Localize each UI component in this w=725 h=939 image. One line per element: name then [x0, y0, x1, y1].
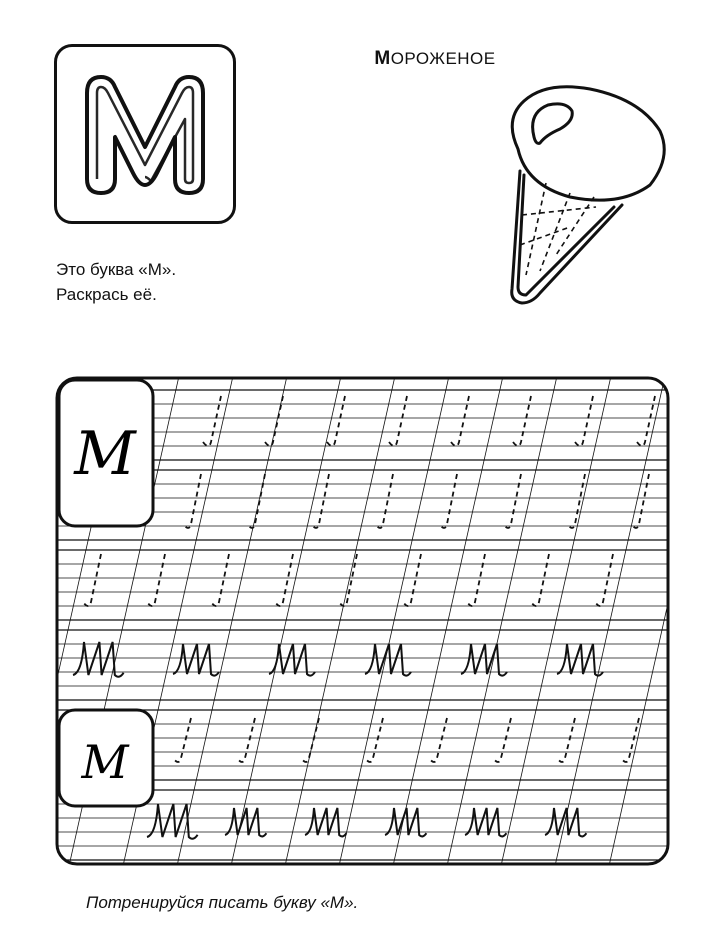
cursive-sample-row4 — [269, 644, 315, 676]
trace-stroke-row2 — [439, 474, 457, 528]
trace-stroke-row3 — [211, 554, 229, 606]
slant-guide — [555, 376, 665, 866]
trace-stroke-row5 — [429, 718, 447, 762]
trace-stroke-row1 — [451, 396, 469, 446]
slant-guide — [231, 376, 341, 866]
trace-stroke-row3 — [147, 554, 165, 606]
instruction-line-2: Раскрась её. — [56, 285, 157, 304]
trace-stroke-row1 — [389, 396, 407, 446]
outlined-letter-m — [57, 47, 233, 221]
trace-stroke-row2 — [567, 474, 585, 528]
trace-stroke-row5 — [493, 718, 511, 762]
trace-stroke-row3 — [467, 554, 485, 606]
ice-cream-cone-icon — [500, 75, 680, 315]
trace-stroke-row5 — [621, 718, 639, 762]
trace-stroke-row1 — [265, 396, 283, 446]
cursive-sample-row4 — [73, 642, 124, 677]
slant-guide — [447, 376, 557, 866]
word-rest: ОРОЖЕНОЕ — [390, 49, 496, 68]
trace-stroke-row2 — [247, 474, 265, 528]
word-first-letter: М — [374, 48, 391, 69]
tracing-strokes — [73, 396, 655, 839]
trace-stroke-row2 — [375, 474, 393, 528]
practice-sheet — [55, 376, 670, 866]
slant-guide — [285, 376, 395, 866]
cursive-sample-row4 — [365, 644, 411, 676]
cursive-sample-row4 — [461, 644, 507, 676]
trace-stroke-row3 — [403, 554, 421, 606]
trace-stroke-row5 — [557, 718, 575, 762]
model-letter-upper: M — [74, 419, 136, 489]
slant-guide — [177, 376, 287, 866]
trace-stroke-row2 — [503, 474, 521, 528]
trace-stroke-row1 — [513, 396, 531, 446]
trace-stroke-row3 — [275, 554, 293, 606]
trace-stroke-row5 — [365, 718, 383, 762]
letter-card — [54, 44, 236, 224]
trace-stroke-row1 — [575, 396, 593, 446]
slant-guide — [609, 376, 670, 866]
instruction-line-1: Это буква «М». — [56, 260, 177, 279]
trace-stroke-row2 — [631, 474, 649, 528]
slant-guide — [393, 376, 503, 866]
trace-stroke-row2 — [311, 474, 329, 528]
word-title — [300, 48, 570, 70]
trace-stroke-row3 — [83, 554, 101, 606]
trace-stroke-row1 — [327, 396, 345, 446]
trace-stroke-row3 — [531, 554, 549, 606]
slant-guide — [339, 376, 449, 866]
trace-stroke-row5 — [173, 718, 191, 762]
cursive-sample-row4 — [173, 644, 219, 676]
trace-stroke-row3 — [595, 554, 613, 606]
slant-guide — [501, 376, 611, 866]
trace-stroke-row1 — [637, 396, 655, 446]
trace-stroke-row5 — [301, 718, 319, 762]
trace-stroke-row1 — [203, 396, 221, 446]
footer-caption: Потренируйся писать букву «М». — [86, 893, 359, 912]
trace-stroke-row5 — [237, 718, 255, 762]
model-letter-lower: M — [81, 735, 129, 789]
cursive-sample-row4 — [557, 644, 603, 676]
trace-stroke-row2 — [183, 474, 201, 528]
trace-stroke-row3 — [339, 554, 357, 606]
